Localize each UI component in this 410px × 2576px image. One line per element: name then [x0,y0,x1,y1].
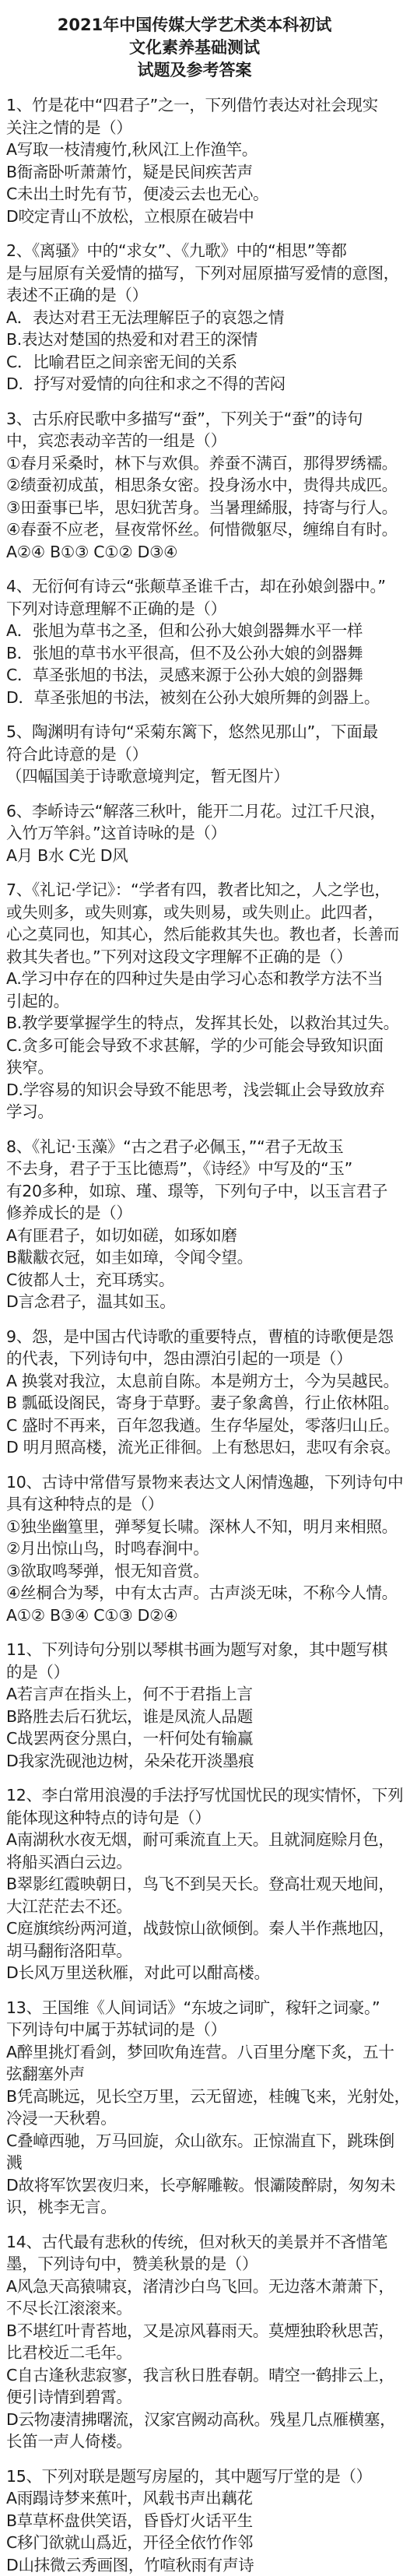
question-block [6,2465,383,2576]
question-text-line: 2、《离骚》中的“求女”、《九歌》中的“相思”等都 [6,240,383,262]
question-text-line: C叠嶂西驰，万马回旋，众山欲东。正惊湍直下，跳珠倒 [6,2130,383,2153]
question-text-line: 是与屈原有关爱情的描写，下列对屈原描写爱情的意图， [6,262,383,285]
question-text-line: A醉里挑灯看剑，梦回吹角连营。八百里分麾下炙，五十 [6,2041,383,2064]
question-block [6,800,383,867]
question-text-line: 的是（） [6,1661,383,1684]
question-text-line: 胡马翻衔洛阳草。 [6,1940,383,1963]
question-text-line: C战罢两奁分黑白，一杆何处有输赢 [6,1727,383,1750]
question-block [6,879,383,1123]
question-text-line: A 换裳对我泣，太息前自陈。本是朔方士，今为吴越民。 [6,1370,383,1393]
question-text-line: D．草圣张旭的书法，被刻在公孙大娘所舞的剑器上。 [6,687,383,709]
question-text-line: A南湖秋水夜无烟，耐可乘流直上天。且就洞庭赊月色， [6,1829,383,1851]
question-text-line: A.学习中存在的四种过失是由学习心态和教学方法不当 [6,968,383,990]
question-text-line: 不去身，君子于玉比德焉”，《诗经》中写及的“玉” [6,1158,383,1180]
question-text-line: B不堪红叶青苔地，又是凉风暮雨天。莫煙独聆秋思苦， [6,2320,383,2342]
question-text-line: A①② B③④ C①③ D②④ [6,1604,383,1627]
question-text-line: 具有这种特点的是（） [6,1493,383,1516]
question-text-line: A．表达对君王无法理解臣子的哀怨之情 [6,307,383,329]
question-text-line: 入竹万竿斜。”这首诗咏的是（） [6,822,383,845]
question-text-line: A写取一枝清瘦竹,秋风江上作渔竿。 [6,139,383,161]
question-text-line: 关注之情的是（） [6,117,383,139]
question-text-line: 将船买酒白云边。 [6,1851,383,1874]
question-text-line: B路胜去后石犹坛，谁是凤流人品题 [6,1706,383,1728]
question-text-line: 12、李白常用浪漫的手法抒写忧国忧民的现实情怀，下列 [6,1784,383,1807]
question-text-line: 15、下列对联是题写房屋的，其中题写厅堂的是（） [6,2465,383,2488]
document-subtitle: 文化素养基础测试 [6,37,383,59]
question-text-line: D．抒写对爱情的向往和求之不得的苦闷 [6,373,383,395]
question-text-line: 9、怨，是中国古代诗歌的重要特点，曹植的诗歌便是怨 [6,1326,383,1348]
question-text-line: D咬定青山不放松，立根原在破岩中 [6,206,383,228]
question-text-line: D故将军饮罢夜归来，长亭解雕鞍。恨灞陵醉尉，匆匆未 [6,2174,383,2197]
question-text-line: 下列对诗意理解不正确的是（） [6,598,383,620]
question-text-line: B．张旭的草书水平很高，但不及公孙大娘的剑器舞 [6,642,383,665]
question-text-line: 表述不正确的是（） [6,284,383,307]
question-text-line: 5、陶渊明有诗句“采菊东篱下，悠然见那山”，下面最 [6,721,383,743]
question-text-line: 识，桃李无言。 [6,2196,383,2219]
question-text-line: A风急天高猿啸哀，渚清沙白鸟飞回。无边落木萧萧下， [6,2276,383,2298]
question-text-line: A雨蹋诗梦来蕉叶，风载书声出藕花 [6,2487,383,2510]
question-text-line: 救其失者也。”下列对这段文字理解不正确的是（） [6,946,383,968]
question-text-line: 的代表，下列诗句中，怨由漂泊引起的一项是（） [6,1348,383,1370]
question-text-line: 不尽长江滚滚来。 [6,2297,383,2320]
question-text-line: D 明月照高楼，流光正徘徊。上有愁思妇，悲叹有余哀。 [6,1436,383,1459]
question-text-line: D山抹微云秀画图，竹喧秋雨有声诗 [6,2554,383,2576]
question-text-line: 下列诗句中属于苏轼词的是（） [6,2019,383,2041]
question-text-line: B.表达对楚国的热爱和对君王的深情 [6,329,383,351]
question-text-line: 学习。 [6,1101,383,1123]
question-text-line: C．比喻君臣之间亲密无间的关系 [6,351,383,374]
question-block [6,94,383,227]
question-block [6,1997,383,2219]
question-text-line: ②绩蚕初成茧，相思条女密。投身汤水中，贵得共成匹。 [6,474,383,497]
question-text-line: B草草杯盘供笑语，昏昏灯火话平生 [6,2510,383,2532]
question-block [6,1471,383,1627]
question-text-line: 弦翻塞外声 [6,2063,383,2086]
question-text-line: ②月出惊山鸟，时鸣春涧中。 [6,1538,383,1560]
question-block [6,408,383,564]
question-text-line: C庭旗缤纷两河道，战鼓惊山欲倾倒。秦人半作燕地囚， [6,1917,383,1940]
question-text-line: 狭窄。 [6,1056,383,1079]
question-text-line: D.学容易的知识会导致不能思考，浅尝辄止会导致放弃 [6,1079,383,1102]
question-text-line: （四幅国美于诗歌意境判定，暂无图片） [6,765,383,788]
question-text-line: A②④ B①③ C①② D③④ [6,541,383,564]
question-text-line: 修养成长的是（） [6,1202,383,1225]
question-text-line: 大江茫茫去不还。 [6,1896,383,1918]
question-block [6,721,383,788]
question-text-line: 8、《礼记·玉藻》“古之君子必佩玉，”“君子无故玉 [6,1136,383,1158]
question-block [6,1639,383,1772]
question-text-line: 有20多种，如琼、瑾、璟等，下列句子中，以玉言君子 [6,1180,383,1203]
question-text-line: D言念君子，温其如玉。 [6,1291,383,1313]
question-text-line: B衙斋卧听萧萧竹，疑是民间疾苦声 [6,161,383,184]
question-text-line: 10、古诗中常借写景物来表达文人闲情逸趣，下列诗句中 [6,1471,383,1494]
question-text-line: A有匪君子，如切如磋，如琢如磨 [6,1225,383,1247]
document-title: 2021年中国传媒大学艺术类本科初试 [6,14,383,37]
question-text-line: 冷浸一天秋碧。 [6,2107,383,2130]
question-text-line: C．草圣张旭的书法，灵感来源于公孙大娘的剑器舞 [6,664,383,687]
question-text-line: ③田蚕事已毕，思妇犹苦身。当暑理絺服，持寄与行人。 [6,497,383,519]
question-text-line: 中，宾恋表动辛苦的一组是（） [6,430,383,452]
question-text-line: C自古逢秋悲寂寥，我言秋日胜春朝。晴空一鹤排云上， [6,2364,383,2387]
question-text-line: 溅 [6,2152,383,2174]
question-text-line: D长风万里送秋雁，对此可以酣高楼。 [6,1962,383,1984]
question-block [6,240,383,395]
question-block [6,575,383,708]
question-block [6,2231,383,2453]
question-text-line: 或失则多，或失则寡，或失则易，或失则止。此四者， [6,901,383,924]
question-text-line: 6、李峤诗云“解落三秋叶，能开二月花。过江千尺浪， [6,800,383,823]
question-text-line: 能体现这种特点的诗句是（） [6,1807,383,1829]
question-text-line: D我家洗砚池边树，朵朵花开淡墨痕 [6,1750,383,1773]
question-text-line: C.贪多可能会导致不求甚解，学的少可能会导致知识面 [6,1035,383,1057]
question-text-line: ④春蚕不应老，昼夜常怀丝。何惜微躯尽，缠绵自有时。 [6,518,383,541]
question-text-line: 14、古代最有悲秋的传统，但对秋天的美景并不吝惜笔 [6,2231,383,2254]
question-text-line: C 盛时不再来，百年忽我遒。生存华屋处，零落归山丘。 [6,1415,383,1437]
document-header [6,14,383,82]
question-text-line: 便引诗情到碧霄。 [6,2386,383,2409]
question-text-line: B黻黻衣冠，如圭如璋，令闻令望。 [6,1246,383,1269]
question-text-line: 11、下列诗句分别以琴棋书画为题写对象，其中题写棋 [6,1639,383,1661]
question-text-line: 心之莫同也，知其心，然后能救其失也。教也者，长善而 [6,923,383,946]
question-text-line: 引起的。 [6,990,383,1013]
question-text-line: C未出土时先有节，便凌云去也无心。 [6,183,383,206]
question-list [6,94,383,2576]
question-text-line: C移门欲就山爲近，开径全依竹作邻 [6,2532,383,2554]
question-text-line: B凭高眺远，见长空万里，云无留迹，桂魄飞来，光射处， [6,2086,383,2108]
question-text-line: B 瓢砥设阁民，寄身于草野。妻子象禽兽，行止依林阻。 [6,1392,383,1415]
question-text-line: 墨，下列诗句中，赞美秋景的是（） [6,2253,383,2276]
question-text-line: A．张旭为草书之圣，但和公孙大娘剑器舞水平一样 [6,620,383,642]
question-text-line: B.教学要掌握学生的特点，发挥其长处，以救治其过失。 [6,1012,383,1035]
question-text-line: A月 B水 C光 D风 [6,845,383,867]
question-text-line: 7、《礼记·学记》：“学者有四，教者比知之，人之学也， [6,879,383,901]
question-text-line: C彼都人士，充耳琇实。 [6,1269,383,1292]
question-text-line: 13、王国维《人间词话》“东坡之词旷，稼轩之词豪。” [6,1997,383,2019]
question-text-line: 4、无衍何有诗云“张颠草圣谁千古，却在孙娘剑器中。” [6,575,383,598]
question-text-line: D云物凄清拂曙流，汉家宫阙动高秋。残星几点雁横塞， [6,2409,383,2431]
question-text-line: 1、竹是花中“四君子”之一，下列借竹表达对社会现实 [6,94,383,117]
document-caption: 试题及参考答案 [6,59,383,82]
question-text-line: 符合此诗意的是（） [6,743,383,766]
question-block [6,1784,383,1984]
question-text-line: A若言声在指头上，何不于君指上言 [6,1683,383,1706]
question-block [6,1326,383,1459]
question-text-line: ①春月采桑时，林下与欢俱。养蚕不满百，那得罗绣襦。 [6,452,383,475]
question-text-line: ④丝桐合为琴，中有太古声。古声淡无味，不称今人情。 [6,1582,383,1604]
question-text-line: B翠影红霞映朝日，鸟飞不到吴天长。登高壮观天地间， [6,1873,383,1896]
question-text-line: ③欲取鸣琴弹，恨无知音赏。 [6,1560,383,1583]
question-text-line: 3、古乐府民歌中多描写“蚕”，下列关于“蚕”的诗句 [6,408,383,431]
question-block [6,1136,383,1313]
question-text-line: 比君校近二毛年。 [6,2342,383,2364]
question-text-line: 长笛一声人倚楼。 [6,2430,383,2453]
question-text-line: ①独坐幽篁里，弹琴复长啸。深林人不知，明月来相照。 [6,1516,383,1538]
